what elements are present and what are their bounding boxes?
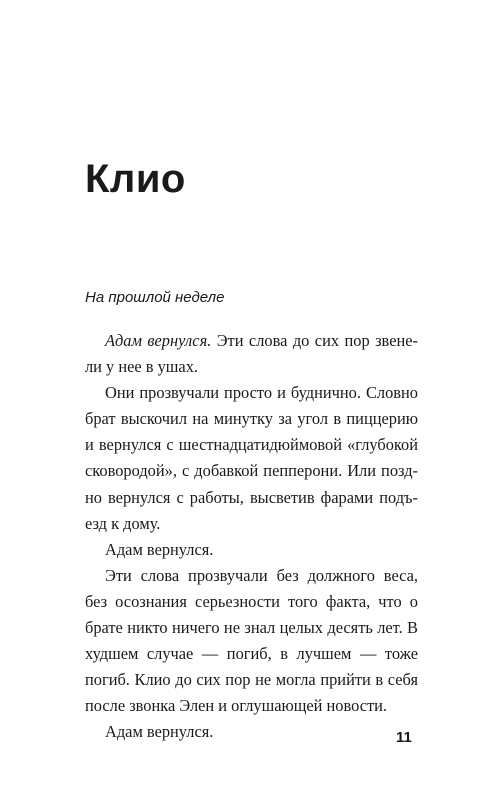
body-text <box>85 328 418 746</box>
paragraph <box>85 719 418 745</box>
page-number: 11 <box>396 729 412 746</box>
paragraph-text: Адам вернулся. <box>105 722 214 742</box>
paragraph-text: Адам вернулся. <box>105 539 214 559</box>
paragraph <box>85 328 418 380</box>
paragraph <box>85 380 418 537</box>
paragraph-text: Они прозвучали просто и буднично. Словно брат выскочил на минутку за угол в пиццерию и вернулся с шестнадцатидюймовой «глубокой сковородой», с добавкой пепперони. Или поздно вернулся с работы, высветив фарами подъезд к дому. <box>85 383 418 533</box>
paragraph-text: Эти слова прозвучали без должного веса, без осознания серьезности того факта, что о брате никто ничего не знал целых десять лет. В худшем случае — погиб, в лучшем — тоже погиб. Клио до сих пор не могла прийти в себя после звонка Элен и оглушающей новости. <box>85 565 418 716</box>
paragraph-text: Эти слова до сих пор звенели у нее в ушах. <box>85 331 418 377</box>
section-subtitle: На прошлой неделе <box>85 289 225 306</box>
paragraph <box>85 537 418 563</box>
paragraph <box>85 563 418 720</box>
chapter-title: Клио <box>85 157 186 201</box>
paragraph-italic-lead: Адам вернулся. <box>105 331 212 350</box>
